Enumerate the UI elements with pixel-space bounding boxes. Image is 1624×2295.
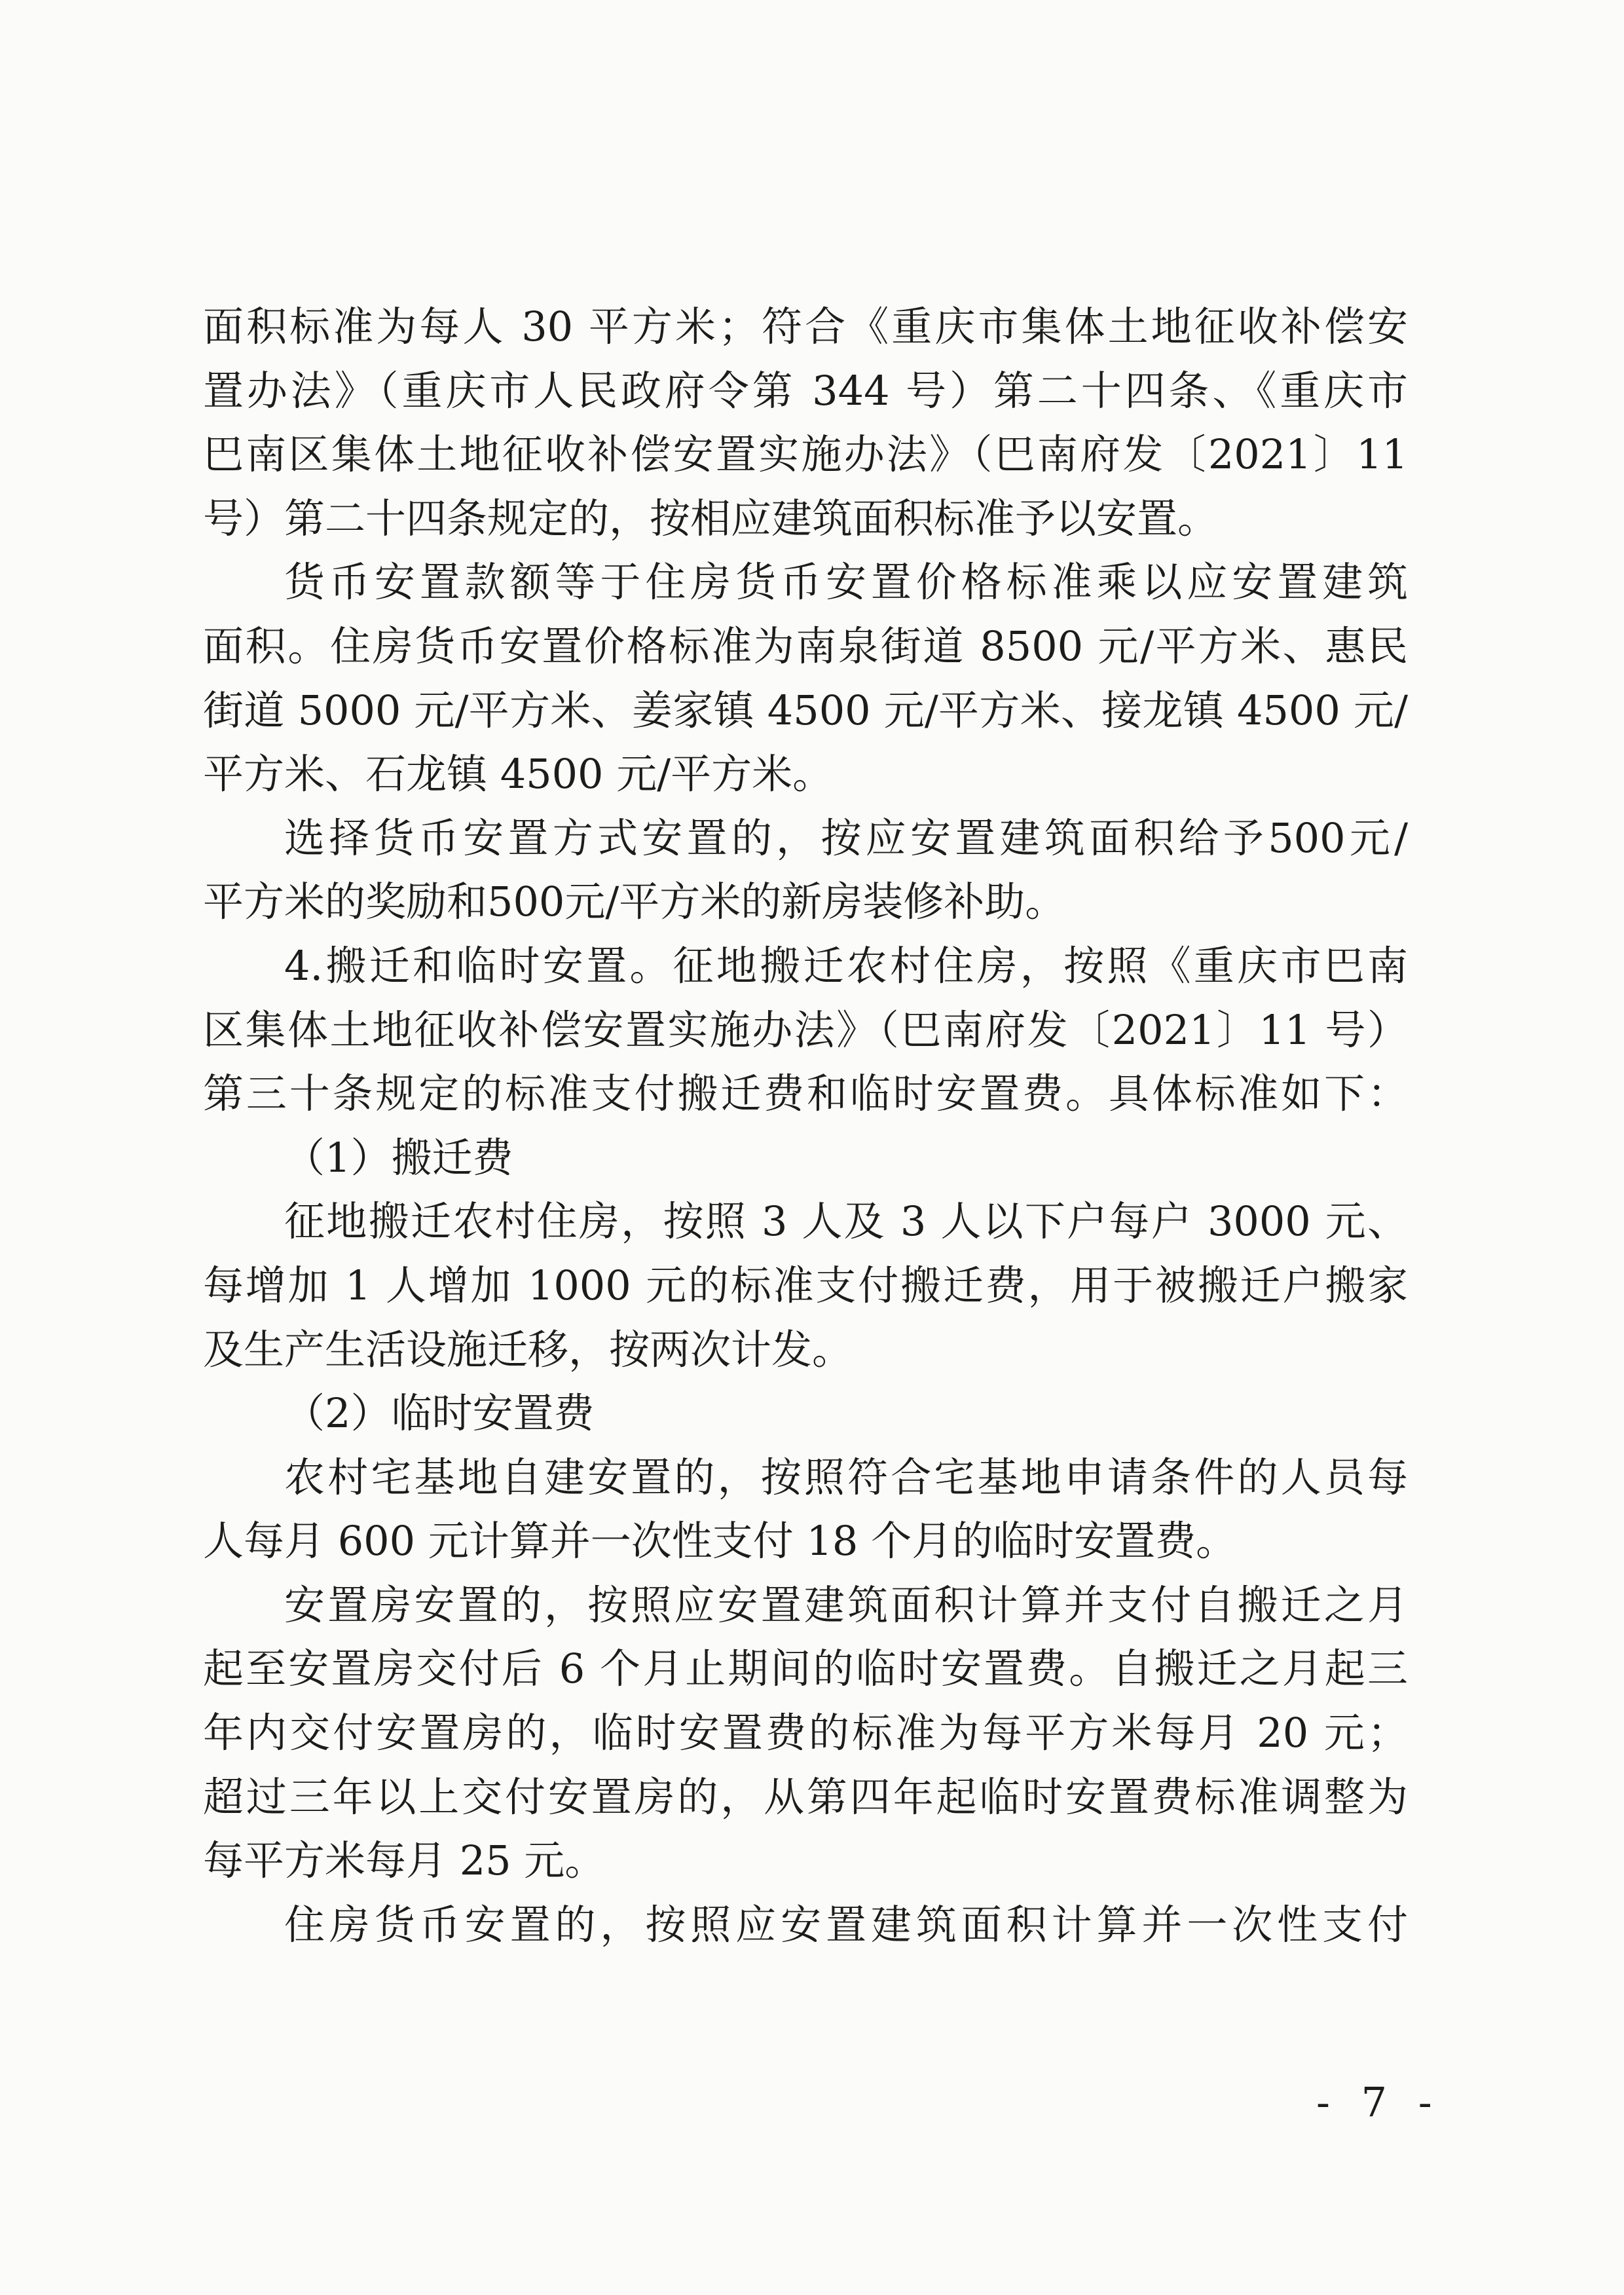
text-line: 安置房安置的，按照应安置建筑面积计算并支付自搬迁之月 bbox=[284, 1580, 1408, 1629]
text-line: 人每月 600 元计算并一次性支付 18 个月的临时安置费。 bbox=[203, 1517, 1237, 1565]
body-text bbox=[203, 295, 1408, 1956]
text-line: 平方米的奖励和500元/平方米的新房装修补助。 bbox=[203, 878, 1066, 926]
text-line: 超过三年以上交付安置房的，从第四年起临时安置费标准调整为 bbox=[203, 1772, 1408, 1821]
text-line: 平方米、石龙镇 4500 元/平方米。 bbox=[203, 750, 834, 798]
text-line: 巴南区集体土地征收补偿安置实施办法》（巴南府发〔2021〕11 bbox=[203, 430, 1408, 479]
text-line: （1）搬迁费 bbox=[284, 1133, 513, 1182]
text-line: （2）临时安置费 bbox=[284, 1389, 595, 1438]
text-line: 街道 5000 元/平方米、姜家镇 4500 元/平方米、接龙镇 4500 元/ bbox=[203, 686, 1408, 734]
text-line: 选择货币安置方式安置的，按应安置建筑面积给予500元/ bbox=[284, 813, 1408, 862]
page-number: - 7 - bbox=[1316, 2078, 1441, 2126]
text-line: 面积标准为每人 30 平方米；符合《重庆市集体土地征收补偿安 bbox=[203, 303, 1408, 350]
text-line: 农村宅基地自建安置的，按照符合宅基地申请条件的人员每 bbox=[284, 1453, 1408, 1501]
text-line: 货币安置款额等于住房货币安置价格标准乘以应安置建筑 bbox=[284, 558, 1408, 606]
text-line: 区集体土地征收补偿安置实施办法》（巴南府发〔2021〕11 号） bbox=[203, 1005, 1408, 1054]
text-line: 面积。住房货币安置价格标准为南泉街道 8500 元/平方米、惠民 bbox=[203, 622, 1408, 670]
text-line: 号）第二十四条规定的，按相应建筑面积标准予以安置。 bbox=[203, 494, 1219, 542]
text-line: 每增加 1 人增加 1000 元的标准支付搬迁费，用于被搬迁户搬家 bbox=[203, 1261, 1408, 1309]
text-line: 每平方米每月 25 元。 bbox=[203, 1837, 606, 1885]
text-line: 起至安置房交付后 6 个月止期间的临时安置费。自搬迁之月起三 bbox=[203, 1645, 1408, 1693]
text-line: 年内交付安置房的，临时安置费的标准为每平方米每月 20 元； bbox=[203, 1709, 1408, 1757]
text-line: 征地搬迁农村住房，按照 3 人及 3 人以下户每户 3000 元、 bbox=[284, 1197, 1408, 1246]
text-line: 第三十条规定的标准支付搬迁费和临时安置费。具体标准如下： bbox=[203, 1070, 1408, 1118]
text-line: 及生产生活设施迁移，按两次计发。 bbox=[203, 1325, 853, 1373]
text-line: 置办法》（重庆市人民政府令第 344 号）第二十四条、《重庆市 bbox=[203, 366, 1408, 415]
text-line: 住房货币安置的，按照应安置建筑面积计算并一次性支付 bbox=[284, 1900, 1408, 1949]
text-line: 4.搬迁和临时安置。征地搬迁农村住房，按照《重庆市巴南 bbox=[284, 941, 1408, 990]
